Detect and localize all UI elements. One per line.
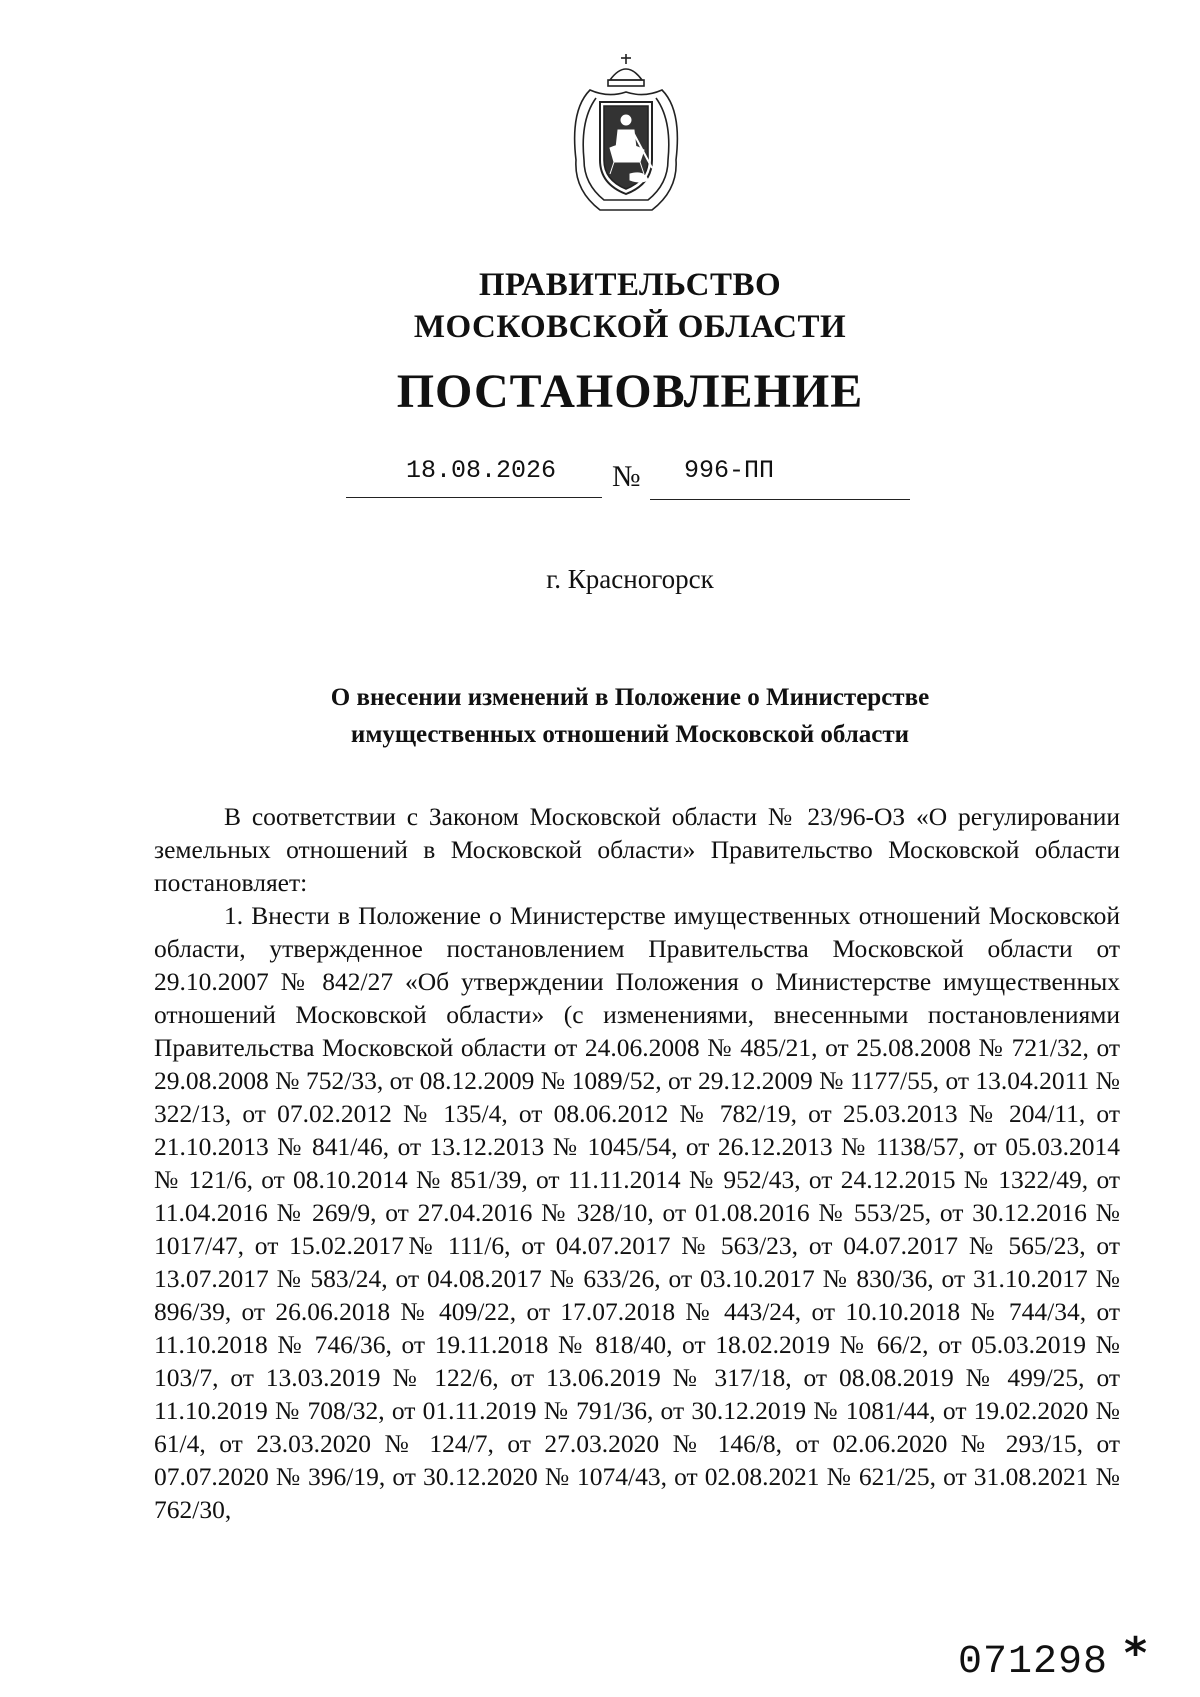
government-title [0, 264, 1200, 348]
city: г. Красногорск [546, 564, 714, 594]
document-body [154, 800, 1120, 1526]
number-sign: № [612, 460, 641, 493]
government-line-2: МОСКОВСКОЙ ОБЛАСТИ [413, 309, 847, 345]
number-underline [650, 499, 910, 500]
document-number: 996-ПП [684, 456, 775, 485]
subject-line-2: имущественных отношений Московской области [350, 721, 910, 748]
body-paragraph-preamble: В соответствии с Законом Московской области № 23/96-ОЗ «О регулировании земельных отношений в Московской области» Правительство Московской области постановляет: [154, 802, 1120, 897]
body-paragraph-item-1: 1. Внести в Положение о Министерстве имущественных отношений Московской области, утвержденное постановлением Правительства Московской области от 29.10.2007 № 842/27 «Об утверждении Положения о Министерстве имущественных отношений Московской области» (с изменениями, внесенными постановлениями Правительства Московской области от 24.06.2008 № 485/21, от 25.08.2008 № 721/32, от 29.08.2008 № 752/33, от 08.12.2009 № 1089/52, от 29.12.2009 № 1177/55, от 13.04.2011 № 322/13, от 07.02.2012 № 135/4, от 08.06.2012 № 782/19, от 25.03.2013 № 204/11, от 21.10.2013 № 841/46, от 13.12.2013 № 1045/54, от 26.12.2013 № 1138/57, от 05.03.2014 № 121/6, от 08.10.2014 № 851/39, от 11.11.2014 № 952/43, от 24.12.2015 № 1322/49, от 11.04.2016 № 269/9, от 27.04.2016 № 328/10, от 01.08.2016 № 553/25, от 30.12.2016 № 1017/47, от 15.02.2017№ 111/6, от 04.07.2017 № 563/23, от 04.07.2017 № 565/23, от 13.07.2017 № 583/24, от 04.08.2017 № 633/26, от 03.10.2017 № 830/36, от 31.10.2017 № 896/39, от 26.06.2018 № 409/22, от 17.07.2018 № 443/24, от 10.10.2018 № 744/34, от 11.10.2018 № 746/36, от 19.11.2018 № 818/40, от 18.02.2019 № 66/2, от 05.03.2019 № 103/7, от 13.03.2019 № 122/6, от 13.06.2019 № 317/18, от 08.08.2019 № 499/25, от 11.10.2019 № 708/32, от 01.11.2019 № 791/36, от 30.12.2019 № 1081/44, от 19.02.2020 № 61/4, от 23.03.2020 № 124/7, от 27.03.2020 № 146/8, от 02.06.2020 № 293/15, от 07.07.2020 № 396/19, от 30.12.2020 № 1074/43, от 02.08.2021 № 621/25, от 31.08.2021 № 762/30, [154, 901, 1120, 1524]
asterisk-mark: * [1124, 1628, 1148, 1679]
document-type: ПОСТАНОВЛЕНИЕ [396, 365, 864, 418]
document-subject [0, 679, 1200, 753]
document-date: 18.08.2026 [406, 456, 557, 485]
date-underline [346, 497, 602, 498]
serial-number: 071298 [958, 1640, 1109, 1685]
coat-of-arms-icon [560, 50, 692, 218]
government-line-1: ПРАВИТЕЛЬСТВО [478, 267, 782, 303]
subject-line-1: О внесении изменений в Положение о Министерстве [330, 684, 930, 711]
